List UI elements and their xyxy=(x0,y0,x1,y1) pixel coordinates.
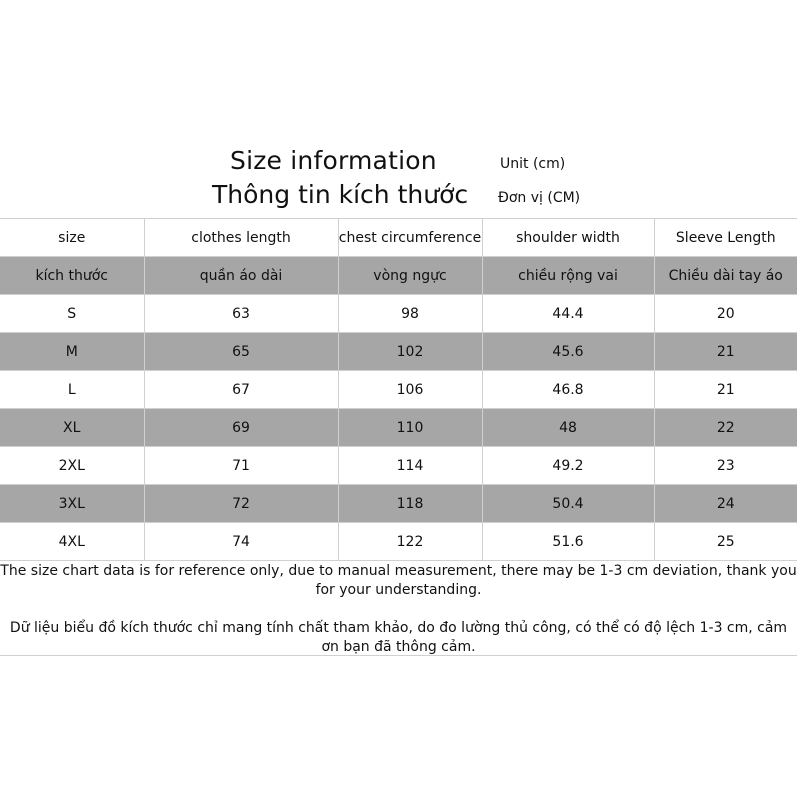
table-row xyxy=(0,485,797,523)
table-cell: S xyxy=(0,295,144,333)
table-cell: 106 xyxy=(338,371,482,409)
table-cell: 23 xyxy=(654,447,797,485)
table-cell: 48 xyxy=(482,409,654,447)
unit-english: Unit (cm) xyxy=(500,156,566,172)
table-cell: 98 xyxy=(338,295,482,333)
table-cell: 2XL xyxy=(0,447,144,485)
table-row xyxy=(0,447,797,485)
table-cell: 67 xyxy=(144,371,338,409)
header-cell: clothes length xyxy=(144,219,338,257)
table-cell: 44.4 xyxy=(482,295,654,333)
header-cell: vòng ngực xyxy=(338,257,482,295)
table-cell: 114 xyxy=(338,447,482,485)
table-cell: 20 xyxy=(654,295,797,333)
table-cell: 45.6 xyxy=(482,333,654,371)
table-cell: 74 xyxy=(144,523,338,561)
table-cell: 122 xyxy=(338,523,482,561)
table-cell: 110 xyxy=(338,409,482,447)
header-cell: Chiều dài tay áo xyxy=(654,257,797,295)
header-cell: size xyxy=(0,219,144,257)
table-cell: 63 xyxy=(144,295,338,333)
table-cell: 21 xyxy=(654,371,797,409)
table-cell: 46.8 xyxy=(482,371,654,409)
header-cell: chiều rộng vai xyxy=(482,257,654,295)
header-row-vietnamese xyxy=(0,257,797,295)
disclaimer-vietnamese: Dữ liệu biểu đồ kích thước chỉ mang tính chất tham khảo, do đo lường thủ công, có thể có độ lệch 1-3 cm, cảm ơn bạn đã thông cảm. xyxy=(9,620,788,655)
table-row xyxy=(0,523,797,561)
table-cell: 49.2 xyxy=(482,447,654,485)
table-cell: 65 xyxy=(144,333,338,371)
header-cell: kích thước xyxy=(0,257,144,295)
table-cell: 4XL xyxy=(0,523,144,561)
unit-vietnamese: Đơn vị (CM) xyxy=(498,190,581,206)
table-row xyxy=(0,409,797,447)
table-cell: 3XL xyxy=(0,485,144,523)
table-cell: 51.6 xyxy=(482,523,654,561)
table-cell: 118 xyxy=(338,485,482,523)
table-cell: 71 xyxy=(144,447,338,485)
title-english: Size information xyxy=(230,146,437,175)
table-cell: 22 xyxy=(654,409,797,447)
table-cell: 102 xyxy=(338,333,482,371)
table-cell: 21 xyxy=(654,333,797,371)
table-cell: 24 xyxy=(654,485,797,523)
header-cell: shoulder width xyxy=(482,219,654,257)
table-cell: 50.4 xyxy=(482,485,654,523)
table-row xyxy=(0,295,797,333)
table-cell: XL xyxy=(0,409,144,447)
header-cell: Sleeve Length xyxy=(654,219,797,257)
header-cell: quần áo dài xyxy=(144,257,338,295)
table-cell: M xyxy=(0,333,144,371)
header-row-english xyxy=(0,219,797,257)
table-cell: 25 xyxy=(654,523,797,561)
header-cell: chest circumference xyxy=(338,219,482,257)
table-cell: 69 xyxy=(144,409,338,447)
table-cell: L xyxy=(0,371,144,409)
size-table xyxy=(0,218,797,561)
title-vietnamese: Thông tin kích thước xyxy=(212,180,469,209)
table-cell: 72 xyxy=(144,485,338,523)
table-row xyxy=(0,333,797,371)
table-row xyxy=(0,371,797,409)
disclaimer-english: The size chart data is for reference only, due to manual measurement, there may be 1-3 cm deviation, thank you for your understanding. xyxy=(0,563,797,598)
